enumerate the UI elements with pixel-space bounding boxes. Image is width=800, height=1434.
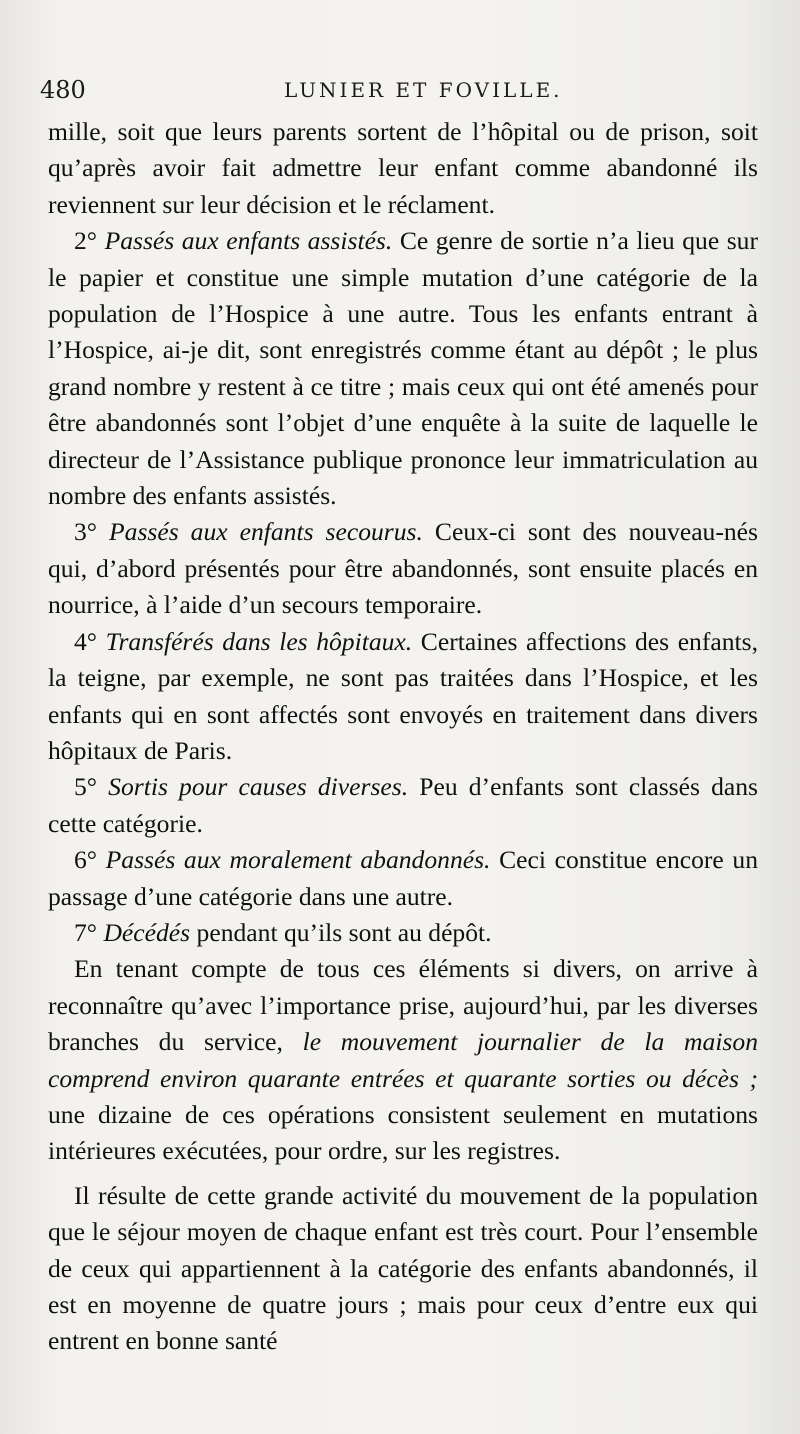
page-number: 480 (40, 76, 86, 104)
paragraph-summary: En tenant compte de tous ces éléments si divers, on arrive à reconnaître qu’avec l’importance prise, aujourd’hui, par les diverses branches du service, le mouvement journalier de la maison comprend environ quarante entrées et quarante sorties ou décès ; une dizaine de ces opérations consistent seulement en mutations intérieures exécutées, pour ordre, sur les registres. (48, 954, 758, 1166)
body-text (48, 114, 758, 1360)
item-title: Passés aux moralement abandonnés. (105, 845, 491, 875)
running-head: LUNIER ET FOVILLE. (284, 78, 563, 102)
item-title: Passés aux enfants secourus. (109, 517, 423, 547)
item-title: Transférés dans les hôpitaux. (105, 626, 413, 656)
paragraph-continuation: mille, soit que leurs parents sortent de l’hôpital ou de prison, soit qu’après avoir fait admettre leur enfant comme abandonné ils reviennent sur leur décision et le réclament. (48, 117, 758, 219)
item-title: Passés aux enfants assistés. (104, 226, 393, 256)
paragraph-conclusion: Il résulte de cette grande activité du mouvement de la population que le séjour moyen de chaque enfant est très court. Pour l’ensemble de ceux qui appartiennent à la catégorie des enfants abandonnés, il est en moyenne de quatre jours ; mais pour ceux d’entre eux qui entrent en bonne santé (48, 1180, 758, 1356)
paragraph-item-6: 6° Passés aux moralement abandonnés. Ceci constitue encore un passage d’une catégorie dans une autre. (48, 845, 758, 911)
item-title: Sortis pour causes diverses. (108, 772, 409, 802)
page-header (40, 74, 760, 110)
paragraph-item-4: 4° Transférés dans les hôpitaux. Certaines affections des enfants, la teigne, par exemple, ne sont pas traitées dans l’Hospice, et les enfants qui en sont affectés sont envoyés en traitement dans divers hôpitaux de Paris. (48, 626, 758, 765)
emphasis-text: le mouvement journalier de la maison comprend environ quarante entrées et quarante sorties ou décès ; (48, 1027, 758, 1093)
item-title: Décédés (103, 917, 191, 947)
paragraph-item-7: 7° Décédés pendant qu’ils sont au dépôt. (74, 917, 492, 947)
paragraph-item-3: 3° Passés aux enfants secourus. Ceux-ci sont des nouveau-nés qui, d’abord présentés pour être abandonnés, sont ensuite placés en nourrice, à l’aide d’un secours temporaire. (48, 517, 758, 620)
paragraph-item-2: 2° Passés aux enfants assistés. Ce genre de sortie n’a lieu que sur le papier et constitue une simple mutation d’une catégorie de la population de l’Hospice à une autre. Tous les enfants entrant à l’Hospice, ai-je dit, sont enregistrés comme étant au dépôt ; le plus grand nombre y restent à ce titre ; mais ceux qui ont été amenés pour être abandonnés sont l’objet d’une enquête à la suite de laquelle le directeur de l’Assistance publique prononce leur immatriculation au nombre des enfants assistés. (48, 226, 758, 511)
paragraph-item-5: 5° Sortis pour causes diverses. Peu d’enfants sont classés dans cette catégorie. (48, 772, 758, 838)
